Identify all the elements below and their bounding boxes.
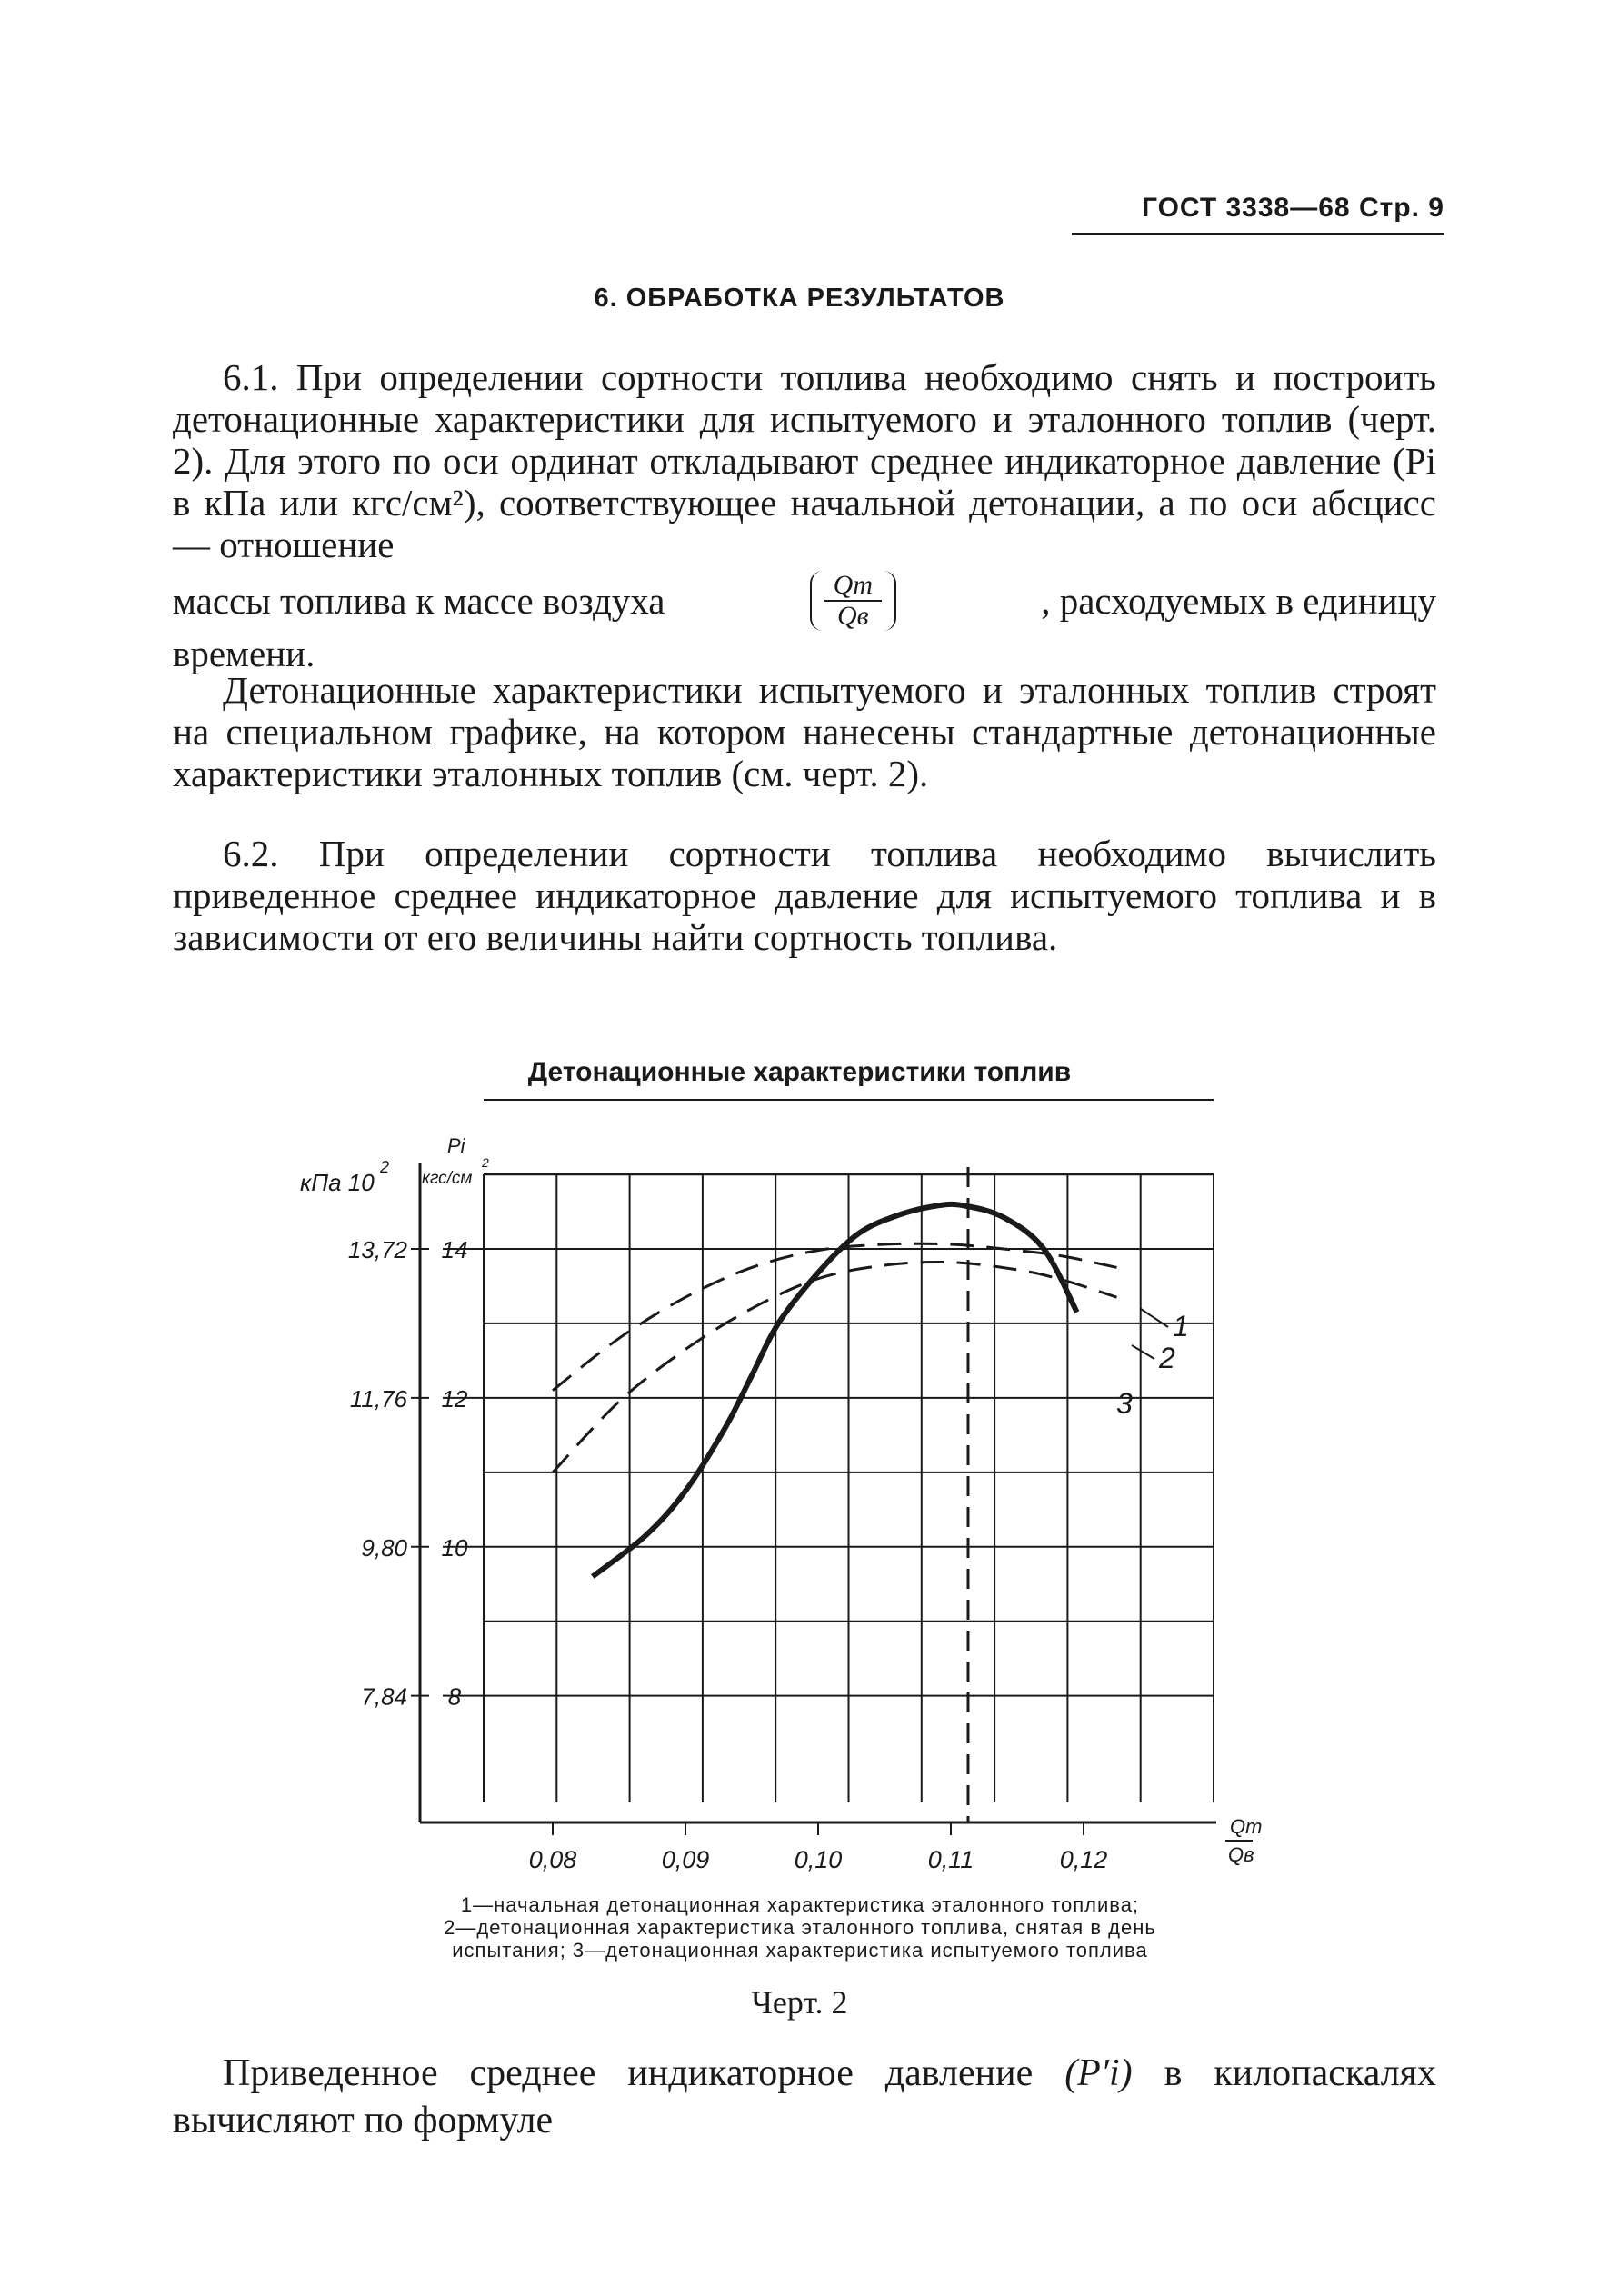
- figure-caption: [309, 1893, 1291, 1962]
- chart-title: Детонационные характеристики топлив: [527, 1057, 1072, 1087]
- series-2-leader: [1132, 1345, 1154, 1359]
- caption-line-2: 2—детонационная характеристика эталонного топлива, снятая в день: [444, 1916, 1156, 1939]
- paragraph-characteristics: Детонационные характеристики испытуемого и эталонных топлив строят на специальном графике, на котором нанесены стандартные детонационные характеристики эталонных топлив (см. черт. 2).: [173, 669, 1436, 794]
- series-2-label: 2: [1159, 1342, 1175, 1374]
- series-3-line: [593, 1204, 1077, 1577]
- paragraph-reduced-pressure: [173, 2050, 1436, 2144]
- section-title: 6. ОБРАБОТКА РЕЗУЛЬТАТОВ: [594, 284, 1005, 313]
- y-tick-label-kpa: 11,76: [349, 1384, 407, 1413]
- series-1-line: [553, 1243, 1117, 1390]
- y-unit-kgf: кгс/см: [422, 1169, 473, 1188]
- paragraph-6-2: 6.2. При определении сортности топлива необходимо вычислить приведенное среднее индикаторное давление для испытуемого топлива и в зависимости от его величины найти сортность топлива.: [173, 833, 1436, 958]
- y-tick-label-kpa: 9,80: [361, 1533, 407, 1562]
- series-2-line: [553, 1262, 1117, 1472]
- x-tick-label: 0,12: [1059, 1846, 1108, 1873]
- paragraph-6-1-main: 6.1. При определении сортности топлива необходимо снять и построить детонационные характеристики для испытуемого и эталонного топлив (черт. 2). Для этого по оси ординат откладывают среднее индикаторное давление (Pi в кПа или кгс/см²), соответствующее начальной детонации, а по оси абсцисс — отношение: [173, 356, 1436, 565]
- paragraph-6-1-end: времени.: [173, 633, 315, 674]
- fraction-denominator: Qв: [837, 601, 869, 631]
- x-tick-label: 0,10: [794, 1846, 843, 1873]
- p4-symbol: (P′i): [1064, 2052, 1133, 2094]
- x-tick-label: 0,09: [661, 1846, 710, 1873]
- y-tick-label-kgf: 10: [441, 1533, 468, 1562]
- p4-before: Приведенное среднее индикаторное давление: [223, 2052, 1034, 2094]
- p4-after: в килопаскалях вычисляют по формуле: [173, 2052, 1437, 2141]
- page-number: Стр. 9: [1358, 193, 1444, 223]
- series-3-label: 3: [1116, 1387, 1133, 1420]
- fraction-numerator: Qт: [824, 571, 882, 602]
- x-tick-label: 0,08: [528, 1846, 577, 1873]
- fraction-after: , расходуемых в единицу: [1041, 580, 1436, 622]
- y-tick-label-kgf: 14: [441, 1235, 468, 1263]
- y-unit-kgf-exponent: 2: [482, 1155, 489, 1170]
- x-label-numerator: Qт: [1230, 1815, 1263, 1838]
- figure-label: Черт. 2: [751, 1984, 848, 2021]
- series-1-leader: [1141, 1309, 1168, 1327]
- caption-line-3: испытания; 3—детонационная характеристика испытуемого топлива: [452, 1939, 1148, 1962]
- x-tick-label: 0,11: [927, 1846, 974, 1873]
- series-1-label: 1: [1173, 1310, 1189, 1343]
- y-symbol: Pi: [447, 1134, 465, 1157]
- y-tick-label-kgf: 8: [447, 1682, 462, 1711]
- y-tick-label-kpa: 7,84: [361, 1682, 407, 1711]
- y-tick-label-kpa: 13,72: [347, 1235, 407, 1263]
- y-tick-label-kgf: 12: [441, 1384, 468, 1413]
- caption-line-1: 1—начальная детонационная характеристика эталонного топлива;: [460, 1893, 1140, 1916]
- fraction-before: массы топлива к массе воздуха: [173, 580, 665, 622]
- y-unit-kpa-exponent: 2: [380, 1158, 390, 1176]
- y-unit-kpa: кПа 10: [300, 1169, 375, 1196]
- x-label-denominator: Qв: [1228, 1843, 1254, 1866]
- standard-number: ГОСТ 3338—68: [1141, 193, 1351, 223]
